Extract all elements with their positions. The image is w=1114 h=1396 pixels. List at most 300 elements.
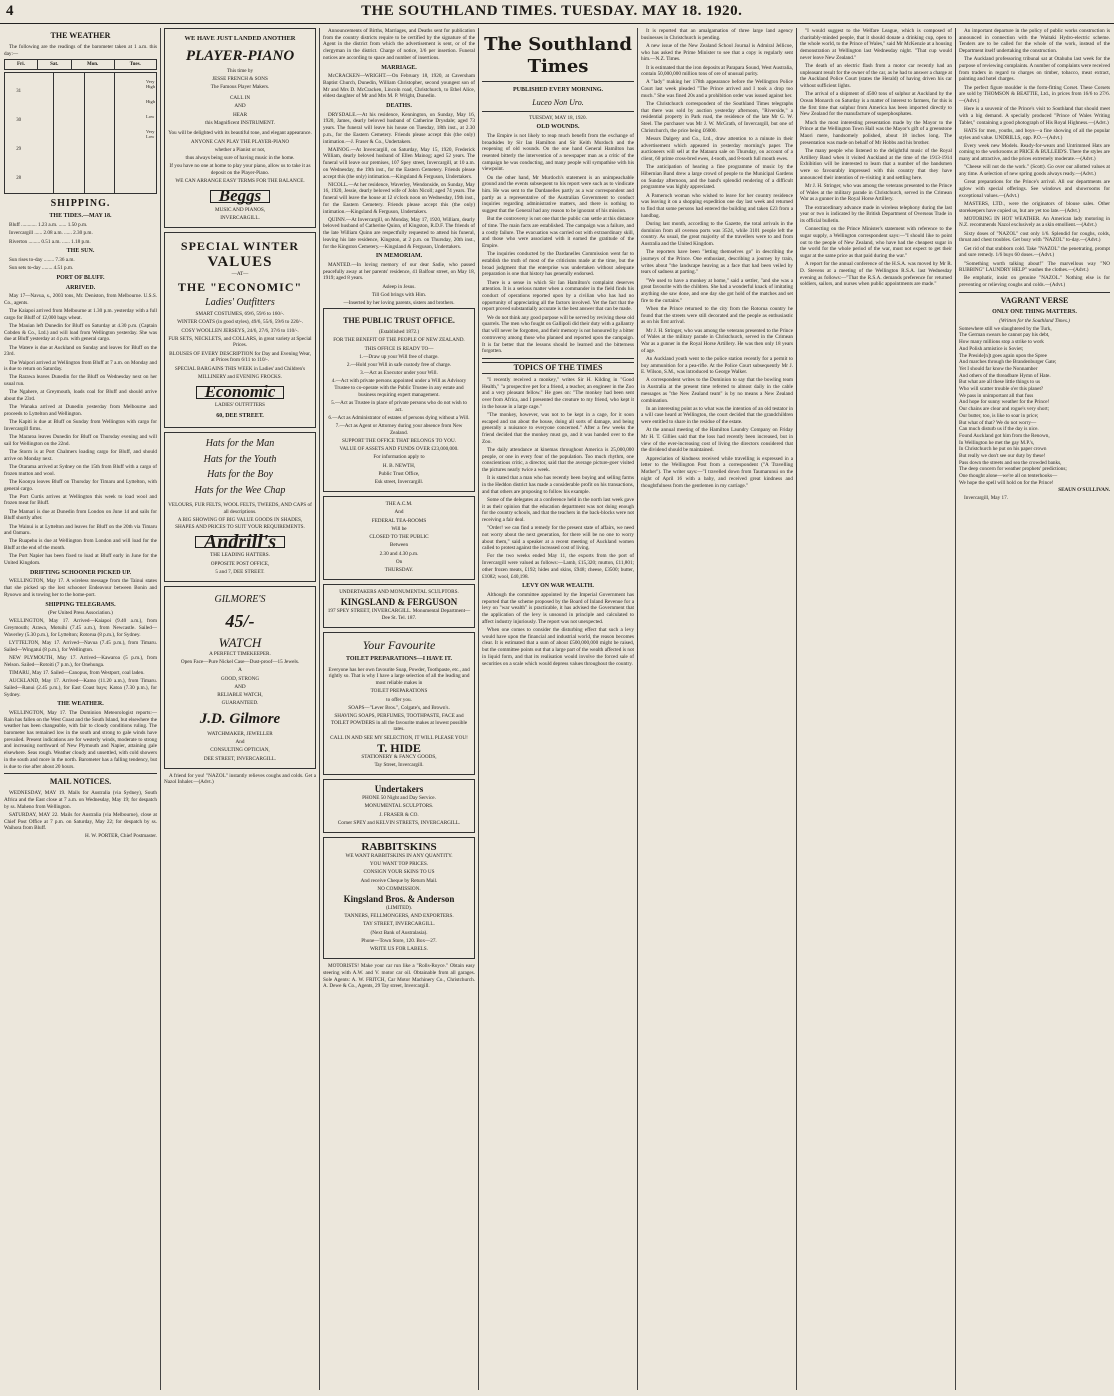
ad-line: You will be delighted with its beautiful tone, and elegant appearance. <box>168 130 312 137</box>
column-rule <box>637 28 638 1390</box>
topics-paragraph: It is stated that a man who has recently been buying and selling farms in the Heddon district has made a considerable profit on his transactions, and that others are proposing to follow his example. <box>482 475 634 495</box>
ad-line: GOOD, STRONG <box>220 675 260 682</box>
ad-line: J. FRASER & CO. <box>379 811 419 818</box>
news-paragraph: Sixty doses of "NAZOL" cost only 1/6. Splendid for coughs, colds, throat and chest troubles. Get busy with "NAZOL" to-day.—(Advt.) <box>959 230 1110 244</box>
ad-line: FEDERAL TEA-ROOMS <box>371 517 427 524</box>
leader-paragraph: There is a sense in which Sir Ian Hamilton's complaint deserves attention. It is a serious matter when a commander in the field finds his conduct of operations reported upon by a civilian who has had no opportunity of appreciating all the factors involved. Yet the fact that the report proved substantially accurate is the best answer that can be made. <box>482 279 634 313</box>
beggs-logo: Beggs <box>210 190 271 203</box>
ad-line: thus always being sure of having music in the home. <box>185 155 295 162</box>
pto-line: H. B. NEWTH, <box>382 462 416 469</box>
gilmore-logo: J.D. Gilmore <box>199 710 281 727</box>
ad-line: If you have no one at home to play your piano, allow us to take it as deposit on the Player-Piano. <box>169 163 311 176</box>
news-paragraph: Mr J. H. Stringer, who was among the veterans presented to the Prince of Wales at the military parade in Christchurch, served in the Crimean War as a gunner in the Royal Horse Artillery. <box>800 182 952 203</box>
column-3 <box>321 28 477 1390</box>
kf-title: KINGSLAND & FERGUSON <box>340 597 458 608</box>
news-paragraph: "Cheese will not do the work." (Scott). Go over our allotted values at any time. A selection of new spring goods always ready.—(Advt.) <box>959 164 1110 178</box>
tide-line: Riverton ......... 0.51 a.m. ...... 1.18 p.m. <box>9 238 91 245</box>
column-5 <box>639 28 795 1390</box>
economic-logo: Economic <box>196 386 285 399</box>
verse-line: One thought alone—we're all on tenterhooks— <box>959 473 1058 480</box>
marriage-heading: MARRIAGE. <box>381 64 417 71</box>
news-paragraph: It is estimated that the iron deposits at Parapara Sound, West Australia, contain 50,000,000 million tons of ore of unusual purity. <box>641 64 793 78</box>
pto-line: 3.—Act as Executor under your Will. <box>360 370 438 377</box>
ad-at: —AT— <box>231 271 249 278</box>
barometer-scale <box>5 77 21 193</box>
death-notice: NICOLL.—At her residence, Waverley, Wendonside, on Sunday, May 16, 1920, Jessie, dearly beloved wife of John Nicoll; aged 74 years. The funeral will leave the house at 12 o'clock noon on Wednesday, 19th inst., for the Eastern Cemetery. Friends please accept this (the only) intimation.—Kingsland & Ferguson, Undertakers. <box>323 181 475 215</box>
shipping-heading: SHIPPING. <box>50 198 111 210</box>
port-heading: PORT OF BLUFF. <box>56 274 105 281</box>
ad-line: WRITE US FOR LABELS. <box>370 946 428 952</box>
verse-line: Somewhere still we slaughtered by the Turk, <box>959 325 1052 332</box>
news-paragraph: The Rarawa leaves Dunedin for the Bluff on Wednesday next on her usual run. <box>4 374 157 388</box>
telegrams-heading: SHIPPING TELEGRAMS. <box>45 601 116 608</box>
weather2-heading: THE WEATHER. <box>57 701 104 708</box>
telegram-paragraph: LYTTELTON, May 17. Arrived—Navua (7.45 p.m.), from Timaru. Sailed—Wingatui (8 p.m.), for Wellington. <box>4 640 157 653</box>
rabbit-title: RABBITSKINS <box>361 840 437 853</box>
memoriam-heading: IN MEMORIAM. <box>375 253 423 260</box>
leader-paragraph: The Empire is not likely to reap much benefit from the exchange of broadsides by Sir Ian Hamilton and Sir Keith Murdoch and the reopening of old wounds. On the one hand General Hamilton has resented bitterly the intervention of a newspaper man as a critic of the campaign he was conducting, and many people will sympathise with his viewpoint. <box>482 132 634 173</box>
kf-intro: UNDERTAKERS AND MONUMENTAL SCULPTORS. <box>339 589 459 596</box>
memoriam-verse-line: —Inserted by her loving parents, sisters and brothers. <box>343 300 455 307</box>
announce-intro: Announcements of Births, Marriages, and Deaths sent for publication from the country districts require to be certified by the signature of the Agent in the district from which the advertisement is sent, or of the clergyman in the district. Charge of notice, 3/6 per insertion. Funeral notices are according to space and number of insertions. <box>323 28 475 61</box>
mail-signoff: H. W. PORTER, Chief Postmaster. <box>84 833 157 840</box>
ad-line: This time by <box>226 68 254 74</box>
news-paragraph: Much the most interesting presentation made by the Mayor to the Prince at the Wellington Town Hall was the Mayor's gift of a greenstone Maori mere, handsomely polished, about 18 inches long. The presentation was made on behalf of Mr Hobbs and his brother. <box>800 119 952 146</box>
news-paragraph: HATS for men, youths, and boys—a fine showing of all the popular styles and value. UNDRILLS, opp. P.O.—(Advt.) <box>959 127 1110 141</box>
andrills-logo: Andrill's <box>195 536 285 549</box>
news-paragraph: Great preparations for the Prince's arrival. All our departments are aglow with special offerings. See windows and showrooms for exceptional values.—(Advt.) <box>959 179 1110 199</box>
ad-line: TANNERS, FELLMONGERS, AND EXPORTERS. <box>344 913 454 920</box>
verse-line: We hope the spell will hold on for the Prince! <box>959 479 1054 486</box>
news-paragraph: MOTORING IN HOT WEATHER. An American lady motoring in N.Z. recommends Nazol exclusively as a skin emollient.—(Advt.) <box>959 215 1110 229</box>
ad-line: MUSIC AND PIANOS, <box>214 207 265 214</box>
news-paragraph: Get rid of that stubborn cold. Take "NAZOL" the penetrating, prompt and sure remedy. 1/6 buys 60 doses.—(Advt.) <box>959 245 1110 259</box>
hats-line: Hats for the Youth <box>203 453 277 465</box>
kbros-title: Kingsland Bros. & Anderson <box>343 893 455 904</box>
weather-heading: THE WEATHER <box>50 31 111 40</box>
ad-line: WE CAN ARRANGE EASY TERMS FOR THE BALANCE. <box>175 178 305 185</box>
verse-line: In Christchurch he put on his paper crown <box>959 446 1047 453</box>
verse-line: And Polish armistice is Soviet; <box>959 345 1024 352</box>
news-paragraph: The perfect figure moulder is the form-fitting Corset. These Corsets are sold by THOMSON & BEATTIE, Ltd., in prices from 16/6 to 27/6.—(Advt.) <box>959 84 1110 105</box>
pto-line: THIS OFFICE IS READY TO— <box>364 345 434 352</box>
news-paragraph: The Storm is at Port Chalmers loading cargo for Bluff, and should arrive on Monday next. <box>4 449 157 462</box>
gilmore-ad <box>164 586 316 769</box>
news-paragraph: The Christchurch correspondent of the Southland Times telegraphs that there was sold by auction yesterday afternoon, "Riverside," a residential property in Park road, the residence of the late Mr G. W. Steel. The purchaser was Mr J. W. McGrath, of Invercargill, but one of Christchurch, the price being £6000. <box>641 101 793 134</box>
und-title: Undertakers <box>374 784 424 795</box>
ad-line: CALL IN <box>229 95 251 102</box>
news-paragraph: The Mauian left Dunedin for Bluff on Saturday at 4.30 p.m. (Captain Cobden & Co., Ltd.) and will load from Wellington yesterday. She was due at Bluff yesterday at 4 p.m. with general cargo. <box>4 323 157 343</box>
death-notice: DRYSDALE.—At his residence, Kennington, on Sunday, May 16, 1920, James, dearly beloved husband of Catherine Drysdale; aged 73 years. The funeral will leave his house on Tuesday, 18th inst., at 2.30 p.m., for the Eastern Cemetery. Friends please accept this (the only) intimation.—J. Fraser & Co., Undertakers. <box>323 111 475 145</box>
news-paragraph: Here is a souvenir of the Prince's visit to Southland that should meet with a big demand. A specially produced "Prince of Wales Writing Tablet," containing a good photograph of His Royal Highness.—(Advt.) <box>959 106 1110 126</box>
pto-title: THE PUBLIC TRUST OFFICE. <box>343 316 455 326</box>
verse-line: And hope for sunny weather for the Prince! <box>959 399 1050 406</box>
verse-line: And marches through the Brandenburger Gate; <box>959 359 1057 366</box>
weather-day-header: Sat. <box>37 60 71 70</box>
column-6 <box>798 28 954 1390</box>
levy-paragraph: Although the committee appointed by the Imperial Government has reported that the scheme proposed by the Board of Inland Revenue for a levy on "war wealth" is practicable, it has advised the Government that the application of the levy is unsound in principle and calculated to affect industry injuriously. The report was not unexpected. <box>482 592 634 625</box>
pto-line: Esk street, Invercargill. <box>374 479 424 486</box>
ad-title-4: Ladies' Outfitters <box>205 297 275 309</box>
news-paragraph: "I would suggest to the Welfare League, which is composed of charitably-minded people, that it should donate a drinking cup, open to the whole world, to the Prince of Wales," said Mr McKenzie at a housing demonstration at Wellington last Wednesday night. "That cup would never leave New Zealand." <box>800 28 952 61</box>
sun-line: Sun rises to-day ........ 7.36 a.m. <box>9 256 75 263</box>
news-paragraph: The Wainui is at Lyttelton and leaves for Bluff on the 20th via Timaru and Oamaru. <box>4 523 157 537</box>
ad-line: WINTER COATS (in good styles), 49/6, 55/6, 59/6 to 220/-. <box>177 319 303 326</box>
drifting-heading: DRIFTING SCHOONER PICKED UP. <box>29 569 132 576</box>
arrived-heading: ARRIVED. <box>65 284 96 291</box>
ad-line: 5 and 7, DEE STREET. <box>215 568 265 575</box>
hats-line: Hats for the Man <box>205 438 275 450</box>
ad-line: to offer you. <box>386 696 412 703</box>
gilmore-price: 45/- <box>225 611 255 632</box>
news-paragraph: At the annual meeting of the Hamilton Laundry Company on Friday Mr H. T. Gillies said that the loss had recently been increased, but in view of the ever-increasing cost of living the directors considered that the dividend should be maintained. <box>641 427 793 454</box>
pto-line: For information apply to <box>373 454 425 461</box>
ad-line: OPPOSITE POST OFFICE, <box>210 560 270 567</box>
mail-list <box>4 790 157 832</box>
ad-title: PLAYER-PIANO <box>185 48 295 64</box>
ad-line: MILLINERY and EVENING FROCKS. <box>198 373 282 380</box>
news-paragraph: A Pameroch woman who wished to leave for her country residence was leaving it on a shopping expedition one day last week and returned to find that some persons had entered the building and taken £23 from a handbag. <box>641 192 793 219</box>
page-title: THE SOUTHLAND TIMES. TUESDAY. MAY 18. 1920. <box>361 3 743 19</box>
verse-line: The deep concern for weather prophets' predictions; <box>959 466 1067 473</box>
ad-line: HEAR <box>232 111 248 118</box>
barometer-level-label: High <box>146 99 155 105</box>
sun-list <box>4 257 157 272</box>
page-number: 4 <box>6 3 14 19</box>
ad-title-1: SPECIAL WINTER <box>180 239 300 254</box>
news-paragraph: Connecting on the Prince Minister's statement with reference to the sugar supply, a Wellington correspondent says:—"I should like to point out to the people of New Zealand, who have had the cheapest sugar in the world for the whole period of the war, must not expect to get their sugar at the same price as that paid during the war." <box>800 226 952 259</box>
motorists-notice: MOTORISTS! Make your car run like a "Rolls-Royce." Obtain easy steering with A.W. and V. motor car oil. Obtainable from all garages. Sole Agents: A. W. FRITCH, Car Motor Machinery Co., Christchurch. A. Dewe & Co., Agents, 29 Tay street, Invercargill. <box>323 963 475 990</box>
kingsland-ferguson-ad <box>323 584 475 628</box>
news-paragraph: The Ngahere, at Greymouth, loads coal for Bluff and should arrive about the 23rd. <box>4 389 157 403</box>
pto-line: 4.—Act with private persons appointed under a Will as Advisory Trustee to co-operate with the Public Trustee in any estate and business requiring expert management. <box>331 378 467 398</box>
barometer-level-label: Very Low <box>146 129 155 140</box>
telegram-paragraph: WELLINGTON, May 17. Arrived—Kaiapoi (9.40 a.m.), from Greymouth; Arawa, Motuihi (7.45 a.m.), from Newcastle. Sailed—Waverley (5.30 p.m.), for Lyttelton; Rotorua (8 p.m.), for Sydney. <box>4 618 157 638</box>
leader-paragraph: We do not think any good purpose will be served by reviving these old quarrels. The men who fought on Gallipoli did their duty with a gallantry that will never be forgotten, and their memory is not honoured by a bitter controversy among those who planned and reported upon the campaign. It is far better that the lessons should be learned and the bitterness forgotten. <box>482 314 634 355</box>
verse-heading: VAGRANT VERSE <box>1000 295 1069 305</box>
tearooms-ad <box>323 496 475 580</box>
page-header <box>0 0 1114 24</box>
news-paragraph: The Koonya leaves Bluff on Thursday for Timaru and Lyttelton, with general cargo. <box>4 478 157 492</box>
tide-line: Bluff ............ 1.23 a.m. ...... 1.50 p.m. <box>9 222 88 229</box>
ad-line: Open Face—Pure Nickel Case—Dust-proof—15 Jewels. <box>180 659 300 666</box>
news-paragraph: Mr J. H. Stringer, who was among the veterans presented to the Prince of Wales at the military parade in Christchurch, served in the Crimean War as a gunner in the Royal Horse Artillery. He was then only 18 years of age. <box>641 327 793 354</box>
ad-line: Between <box>389 542 409 549</box>
tides-heading: THE TIDES.—MAY 18. <box>49 213 112 220</box>
verse-credit: (Written for the Southland Times.) <box>999 317 1070 324</box>
barometer-scale-label: 28 <box>16 176 21 182</box>
ad-line: VELOURS, FUR FELTS, WOOL FELTS, TWEEDS, AND CAPS of all descriptions. <box>168 501 312 515</box>
pto-line: 2.—Hold your Will in safe custody free of charge. <box>346 362 452 369</box>
weather2-text: WELLINGTON, May 17. The Dominion Meteorologist reports:—Rain has fallen on the West Coast and the South Island, but elsewhere the weather has been changeable, with fair to cloudy conditions ruling. The barometer has remained low in the south and strong to gale winds have prevailed. Present indications are for westerly winds, moderate to strong and increasing northward of New Plymouth and Napier, attaining gale elsewhere. Seas rough. Weather cloudy and unsettled, with cold showers in the south and more in the north. Barometer has a falling tendency, but is due to rise after about 20 hours. <box>4 709 157 770</box>
ad-line: JESSE FRENCH & SONS <box>212 76 268 83</box>
marriage-text: McCRACKEN—WRIGHT.—On February 18, 1920, at Caversham Baptist Church, Dunedin, William Christopher, second youngest son of Mr and Mrs D. McCracken, Lincoln road, Christchurch, to Ethel Alice, eldest daughter of Mr and Mrs M. P. Wright, Dunedin. <box>323 73 475 100</box>
column-rule <box>796 28 797 1390</box>
ad-line: GUARANTEED. <box>221 700 259 707</box>
levy-paragraph: When one comes to consider the disturbing effect that such a levy would have upon the financial and industrial world, the reason becomes clear. It is estimated that a sum of about £500,000,000 might be raised, but the committee points out that a large part of the wealth affected is not in liquid form, and that its realisation would involve the forced sale of securities on a scale which would depress values throughout the country. <box>482 627 634 667</box>
issue-date: TUESDAY, MAY 18, 1920. <box>529 114 587 121</box>
weather-day-header: Tues. <box>114 60 156 70</box>
memoriam-text: MANTED.—In loving memory of our dear Sadie, who passed peacefully away at her parents' residence, 41 Balfour street, on May 18, 1919; aged 8 years. <box>323 262 475 282</box>
ad-line: Will be <box>391 525 407 532</box>
barometer-level-label: Low <box>146 114 155 120</box>
sun-heading: THE SUN. <box>66 248 95 255</box>
verse-line: The German swears he cannot pay his debt, <box>959 332 1050 339</box>
economic-ad <box>164 232 316 428</box>
tide-line: Invercargill ...... 2.08 a.m. ...... 2.30 p.m. <box>9 230 93 237</box>
barometer-level-label: Very High <box>146 79 155 90</box>
verse-line: Our butter, too, is like to soar in price; <box>959 412 1039 419</box>
news-paragraph: A new issue of the New Zealand School Journal is Admiral Jellicoe, who has asked the Prime Minister to see that a copy is regularly sent him.—N.Z. Times. <box>641 42 793 63</box>
news-paragraph: Messrs Dalgety and Co., Ltd., draw attention to a minute in their advertisement which appeared in yesterday morning's paper. The auctioneers will sell at the Mataura sale on Thursday, on account of a client, 60 prime cross-bred ewes, 4-tooth, and 8-tooth full mouth ewes. <box>641 136 793 163</box>
ad-line: ANYONE CAN PLAY THE PLAYER-PIANO <box>190 138 290 145</box>
player-piano-ad <box>164 28 316 228</box>
verse-line: How many millions stop a strike to work <box>959 339 1044 346</box>
hats-line: Hats for the Wee Chap <box>194 484 286 496</box>
column-4 <box>480 28 636 1390</box>
ad-line: COSY WOOLLEN JERSEYS, 24/6, 27/6, 37/6 to 110/-. <box>181 327 299 334</box>
ad-line: THE LEADING HATTERS. <box>210 552 270 559</box>
news-paragraph: An important departure in the policy of public works construction is announced in connection with the Waitaki Hydro-electric scheme. Tenders are to be called for the whole of the work, instead of the Department itself undertaking the construction. <box>959 28 1110 55</box>
fav-sub: TOILET PREPARATIONS—I HAVE IT. <box>345 656 453 663</box>
telegrams-sub: (Per United Press Association.) <box>48 610 113 617</box>
verse-sign: SEAUN O'SULLIVAN. <box>1058 486 1110 493</box>
news-paragraph: The Mararoa leaves Dunedin for Bluff on Thursday evening and will sail for Wellington on the 22nd. <box>4 434 157 447</box>
topics-paragraph: For the two weeks ended May 11, the exports from the port of Invercargill were valued as follows:—Lamb, £15,320; mutton, £11,801; other frozen meats, £192; hides and skins, £948; cheese, £3500; butter, £1082; wool, £40,198. <box>482 553 634 580</box>
levy-heading: LEVY ON WAR WEALTH. <box>522 583 594 590</box>
column-rule <box>955 28 956 1390</box>
weather-intro: The following are the readings of the barometer taken at 1 a.m. this day:— <box>4 44 157 57</box>
death-notice: MAINOG.—At Invercargill, on Saturday, May 15, 1920, Frederick William, dearly beloved husband of Ellen Mainog; aged 52 years. The funeral will leave our premises, 107 Spey street, Invercargill, at 10 a.m. on Wednesday, the 19th inst., for the Eastern Cemetery. Friends please accept this (the only) intimation.—Kingsland & Ferguson, Undertakers. <box>323 146 475 180</box>
telegram-paragraph: NEW PLYMOUTH, May 17. Arrived—Kawaroa (5 p.m.), from Nelson. Sailed—Rotoiti (7 p.m.), for Onehunga. <box>4 654 157 668</box>
ad-line: TAY STREET, INVERCARGILL. <box>363 921 435 928</box>
ad-title-2: VALUES <box>207 254 273 271</box>
leader-heading: OLD WOUNDS. <box>536 124 580 131</box>
column-rule <box>319 28 320 1390</box>
fav-title: Your Favourite <box>362 638 436 653</box>
barometer-labels <box>146 79 154 149</box>
mail-paragraph: SATURDAY, MAY 22. Mails for Australia (via Melbourne), close at Chief Post Office at 7 p.m. on Saturday, May 22; for despatch by ss. Waihora from Bluff. <box>4 811 157 832</box>
news-paragraph: Every week new Models. Ready-for-wears and Untrimmed Hats are coming to the workrooms at PRICE & BULLEID'S. There the styles are many and attractive, and the prices extremely moderate.—(Advt.) <box>959 142 1110 163</box>
topics-paragraph: "I recently received a monkey," writes Sir H. Kilding in "Good Health," "a prospective pet for a friend, a teacher, an engineer in the Zoo and a very pleasant fellow." He goes on: "The monkey had been sent over from Africa, and I presented the creature to my friend, who kept it in the house in a large cage." <box>482 376 634 410</box>
news-paragraph: The Kaiapoi arrived from Melbourne at 1.30 p.m. yesterday with a full cargo for Bluff of 12,000 bags wheat. <box>4 308 157 321</box>
ad-line: BLOUSES OF EVERY DESCRIPTION for Day and Evening Wear, at Prices from 6/11 to 110/-. <box>169 350 311 364</box>
news-paragraph: Appreciation of kindness received while travelling is expressed in a letter to the Wellington Post from a correspondent ("A Travelling Mother"). The writer says:—"I travelled down from Taumarunui on the night of April 16 with a baby, and received great kindness and thoughtfulness from the gentlemen in my carriage." <box>641 455 793 489</box>
news-paragraph: Be emphatic, insist on genuine "NAZOL." Nothing else is for preventing or relieving coughs and colds.—(Advt.) <box>959 275 1110 289</box>
pto-line: VALUE OF ASSETS AND FUNDS OVER £23,000,000. <box>339 446 459 453</box>
ad-line: (LIMITED). <box>385 904 413 911</box>
economic-address: 60, DEE STREET. <box>216 412 264 419</box>
ad-line: DEE STREET, INVERCARGILL. <box>203 755 277 762</box>
motto: Luceo Non Uro. <box>532 97 584 107</box>
news-paragraph: An Auckland youth went to the police station recently for a permit to buy ammunition for a pea-rifle. At the Police Court subsequently Mr J. E. Wilson, S.M., was introduced to George Walker. <box>641 355 793 376</box>
verse-line: In Wellington he met the gay M.P.'s, <box>959 439 1035 446</box>
verse-line: Our chains are clear and rogue's very short; <box>959 406 1050 413</box>
ad-line: RELIABLE WATCH, <box>217 692 263 699</box>
news-paragraph: When the Prince returned to the city from the Rotorua country he found that the streets were still decorated and the people as enthusiastic as on his first arrival. <box>641 305 793 326</box>
topics-paragraph: "Order! we can find a remedy for the present state of affairs, we need not worry about the next generation, for there will be no one to worry about them," said a speaker at a recent meeting of Auckland women called to protest against the increased cost of living. <box>482 525 634 552</box>
ad-line: WATCHMAKER, JEWELLER <box>207 730 273 737</box>
toilet-ad <box>323 632 475 775</box>
column-7 <box>957 28 1112 1390</box>
memoriam-verse-line: Till God brings with Him. <box>371 291 427 298</box>
shipping-news <box>4 308 157 567</box>
ad-line: WE WANT RABBITSKINS IN ANY QUANTITY. <box>345 852 453 859</box>
gilmore-watch: WATCH <box>218 635 262 651</box>
column-rule <box>478 28 479 1390</box>
ad-line: STATIONERY & FANCY GOODS, <box>361 753 437 760</box>
ad-line: And <box>394 509 404 516</box>
pto-line: FOR THE BENEFIT OF THE PEOPLE OF NEW ZEALAND. <box>333 337 465 344</box>
ad-line: whether a Pianist or not, <box>214 146 266 153</box>
verse-line: But what are all these little things to us <box>959 379 1040 386</box>
news-paragraph: The Port Napier has been fixed to load at Bluff early in June for the United Kingdom. <box>4 553 157 567</box>
topics-paragraph: Some of the delegates at a conference held in the north last week gave it as their opinion that the education department was not doing enough for the country schools, and that the teachers in the back-blocks were not receiving a fair deal. <box>482 496 634 523</box>
ad-line: CONSULTING OPTICIAN, <box>210 747 270 754</box>
ad-line: MONUMENTAL SCULPTORS. <box>364 803 434 810</box>
news-paragraph: A correspondent writes to the Dominion to say that the bowling team in Australia at the present time referred to almost daily in the cable messages as "the New Zealand team" is by no means a New Zealand combination. <box>641 377 793 404</box>
verse-line: Found Auckland got him from the Renown, <box>959 432 1050 439</box>
leader-paragraph: On the other hand, Mr Murdoch's statement is an unimpeachable ground and the events subsequent to his report were such as to vindicate him. He was sent to the Dardanelles partly as a war correspondent and partly as a representative of the Australian Government to conduct inquiries regarding administrative matters, and there is nothing to suggest that the General had any reason to be ignorant of his mission. <box>482 174 634 215</box>
telegram-paragraph: TIMARU, May 17. Sailed—Canopus, from Westport, coal laden. <box>9 669 145 676</box>
published-line: PUBLISHED EVERY MORNING. <box>512 87 604 93</box>
paper-title: The Southland Times <box>484 34 632 77</box>
ad-line: SOAPS—"Lever Bros.", Colgate's, and Brown's. <box>348 704 450 711</box>
economic-sub: LADIES' OUTFITTERS <box>215 402 265 408</box>
news-paragraph: The Port Curtis arrives at Wellington this week to load wool and frozen meat for Bluff. <box>4 493 157 507</box>
news-paragraph: It is reported that an amalgamation of three large land agency businesses in Christchurch is pending. <box>641 28 793 41</box>
pto-line: Public Trust Office, <box>378 470 420 477</box>
hats-line: Hats for the Boy <box>207 469 273 481</box>
news-paragraph: The Waipori arrived at Wellington from Bluff at 7 a.m. on Monday and is due to return on Saturday. <box>4 359 157 373</box>
drifting-text: WELLINGTON, May 17. A wireless message from the Tainui states that she picked up the lost schooner Endeavour between Bonin and Ryuowo and is towing her to the home-port. <box>4 578 157 598</box>
verse-sub: ONLY ONE THING MATTERS. <box>992 308 1077 315</box>
ad-line: YOU WANT TOP PRICES. <box>369 861 429 868</box>
news-paragraph: The Ruapehu is due at Wellington from London and will load for the Bluff at the end of the month. <box>4 538 157 552</box>
deaths-heading: DEATHS. <box>386 103 412 110</box>
weather-day-header: Fri. <box>5 60 38 70</box>
ad-line: And receive Cheque by Return Mail. <box>360 877 438 884</box>
pto-sub: (Established 1872.) <box>378 329 420 336</box>
ad-line: THURSDAY. <box>384 566 414 573</box>
ad-line: Tay Street, Invercargill. <box>374 761 424 768</box>
news-paragraph: During last month, according to the Gazette, the total arrivals in the dominion from all oversea ports was 3524, while 3101 people left the country. As usual, the great majority of the travellers were to and from Australia and the United Kingdom. <box>641 220 793 248</box>
ad-line: AND <box>234 103 246 110</box>
news-paragraph: MASTERS, LTD., were the originators of blouse sales. Other storekeepers have copied us, but are yet too late.—(Advt.) <box>959 200 1110 214</box>
verse-line: The Preside[n]t goes again upon the Spree <box>959 352 1047 359</box>
telegrams-list <box>4 618 157 698</box>
hide-title: T. HIDE <box>377 740 421 755</box>
verse-line: Can much disturb us if the day is nice. <box>959 426 1039 433</box>
pto-line: 6.—Act as Administrator of estates of persons dying without a Will. <box>328 414 470 421</box>
news-paragraph: The Mamari is due at Dunedin from London on June 14 and sails for Bluff shortly after. <box>4 508 157 522</box>
barometer-scale-label: 31 <box>16 89 21 95</box>
news-paragraph: "We used to have a monkey at home," said a settler, "and she was a great favourite with the children. She had a wonderful knack of imitating anything she saw done, and one day she got hold of the matches and set fire to the curtains." <box>641 277 793 304</box>
ad-line: On <box>395 558 403 565</box>
news-paragraph: A "lady" making her 178th appearance before the Wellington Police Court last week pleaded "The Prince arrived and I took a drop too much." She was fined 20s and a prohibition order was issued against her. <box>641 79 793 99</box>
sun-line: Sun sets to-day ........ 4.51 p.m. <box>9 265 74 272</box>
ad-line: CONSIGN YOUR SKINS TO US <box>363 869 435 876</box>
news-paragraph: The many people who listened to the delightful music of the Royal Artillery Band when it visited Auckland at the time of the 1913-1914 Exhibition will be interested to learn that a number of the bandsmen were so favourably impressed with this country that they have announced their intention of re-visiting it and settling here. <box>800 147 952 181</box>
news-paragraph: The Otarama arrived at Sydney on the 15th from Bluff with a cargo of frozen mutton and wool. <box>4 463 157 477</box>
barometer-days-row <box>5 60 157 70</box>
ad-line: A PERFECT TIMEKEEPER. <box>209 651 271 658</box>
hats-ad <box>164 432 316 582</box>
ad-line: A BIG SHOWING OF BIG VALUE GOODS IN SHADES, SHAPES AND PRICES TO SUIT YOUR REQUIREMENTS. <box>175 516 305 530</box>
column-rule <box>160 28 161 1390</box>
news-paragraph: The arrival of a shipment of 4500 tons of sulphur at Auckland by the Ocean Monarch on Saturday is a matter of interest to farmers, for this is the first time that sulphur from America has been imported directly to New Zealand for the manufacture of superphosphates. <box>800 91 952 118</box>
mail-paragraph: WEDNESDAY, MAY 19. Mails for Australia (via Sydney), South Africa and the East close at 7 a.m. on Wednesday, May 19; for despatch by ss. Maheno from Wellington. <box>4 790 157 810</box>
telegram-paragraph: AUCKLAND, May 17. Arrived—Kamo (11.20 a.m.), from Timaru. Sailed—Ranui (2.45 p.m.), for East Coast bays; Katoa (7.30 p.m.), for Sydney. <box>4 678 157 698</box>
news-paragraph: The death of an electric flash from a motor car recently had an unpleasant result for the owner of the car, as he had to answer a charge at the Auckland Police Court (states the Herald) of having driven his car without sufficient lights. <box>800 63 952 90</box>
barometer-scale-label: 29 <box>16 147 21 153</box>
und-phone: PHONE 50 Night and Day Service. <box>362 795 436 802</box>
barometer-table <box>4 59 157 70</box>
memoriam-verse-line: Asleep in Jesus. <box>382 283 416 290</box>
news-paragraph: The Kapiti is due at Bluff on Sunday from Wellington with cargo for Invercargill firms. <box>4 419 157 432</box>
ad-line: AND <box>234 683 246 690</box>
column-1 <box>2 28 159 1390</box>
news-paragraph: A report for the annual conference of the H.S.A. was moved by Mr R. D. Stevens at a meeting of the Wellington R.S.A. last Wednesday evening as follows:—"That the R.S.A. demands preference for returned soldiers, sailors, and nurses when public appointments are made." <box>800 261 952 288</box>
ad-line: The Famous Player Makers. <box>210 84 270 91</box>
column-2 <box>162 28 318 1390</box>
pto-line: 7.—Act as Agent or Attorney during your absence from New Zealand. <box>335 423 463 436</box>
topics-paragraph: "The monkey, however, was not to be kept in a cage, for it soon escaped and ran about the house, doing all sorts of damage, and being generally a nuisance to everyone concerned." After a few weeks the friend decided that the monkey must go, and it was handed over to the Zoo. <box>482 411 634 445</box>
rabbitskins-ad <box>323 837 475 959</box>
ad-line: THE A.C.M. <box>385 501 413 508</box>
verse-line: And others of the threadbare Hymn of Hate. <box>959 372 1051 379</box>
ad-line: SMART COSTUMES, 69/6, 59/6 to 160/-. <box>195 311 285 318</box>
ad-line: TOILET PREPARATIONS <box>370 688 428 695</box>
ad-line: Corner SPEY and KELVIN STREETS, INVERCARGILL. <box>337 819 461 826</box>
pto-line: SUPPORT THE OFFICE THAT BELONGS TO YOU. <box>341 438 457 445</box>
undertakers-ad <box>323 779 475 833</box>
ad-line: Everyone has her own favourite Soap, Powder, Toothpaste, etc., and rightly so. That is why I have a large selection of all the leading and most reliable makes in <box>328 666 470 687</box>
barometer-scale-label: 30 <box>16 118 21 124</box>
public-trust-ad <box>323 308 475 492</box>
news-paragraph: The reporters have been "letting themselves go" in describing the journeys of the Prince. One enthusiast, describing a journey by train, writes about "the landscape heaving as a face that had been veiled by tears of sadness at parting." <box>641 249 793 276</box>
ad-line: 2.30 and 4.30 p.m. <box>379 550 419 557</box>
ad-line: CLOSED TO THE PUBLIC <box>369 534 429 541</box>
ad-line: A <box>238 667 242 674</box>
barometer-grid <box>23 73 144 193</box>
tides-list <box>4 222 157 245</box>
ad-line: (Next Bank of Australasia). <box>370 929 428 936</box>
news-paragraph: The Watere is due at Auckland on Sunday and leaves for Bluff on the 23rd. <box>4 344 157 358</box>
verse-line: We pass in unimportant all that fuss <box>959 392 1034 399</box>
verse-line: Who will scatter trouble o'er this planet? <box>959 386 1044 393</box>
news-paragraph: In an interesting point as to what was the intention of an old testator in a will case heard at Wellington, the court decided that the grandchildren were entitled to share in the residue of the estate. <box>641 405 793 426</box>
verse-line: Yet I should far know the Nonnamber <box>959 365 1038 372</box>
verse-line: But really we don't see our duty by these! <box>959 453 1046 460</box>
death-notice: QUINN.—At Invercargill, on Monday, May 17, 1920, William, dearly beloved husband of Catherine Quinn, of Kingston, R.D.F. The friends of the late William Quinn are respectfully requested to attend his funeral, leaving his late residence, Kingston, at 2 p.m. on Thursday, 20th inst., for the Kingston Cemetery.—Kingsland & Ferguson, Undertakers. <box>323 216 475 250</box>
kf-address: 197 SPEY STREET, INVERCARGILL. Monumental Department—Dee St. Tel. 187. <box>327 608 471 622</box>
ad-line: SPECIAL BARGAINS THIS WEEK in Ladies' and Children's <box>174 365 306 372</box>
ad-line: Phone—Town Store, 120. Box—27. <box>361 937 437 944</box>
ad-line: CALL IN AND SEE MY SELECTION, IT WILL PLEASE YOU! <box>330 734 468 741</box>
topics-paragraph: The daily attendance at kinemas throughout America is 25,000,000 people, or one in every four of the population. Too much rhythm, one conscientious critic, a director, said that the average picture-goer visited the pictures nearly twice a week. <box>482 446 634 474</box>
leader-paragraph: But the controversy is not one that the public can settle at this distance of time. The main facts are established. The campaign was a failure, and a costly failure. The evacuation was carried out with extraordinary skill, and those who were associated with it earned the gratitude of the Empire. <box>482 216 634 250</box>
pto-line: 5.—Act as Trustee in place of private persons who do not wish to act. <box>331 400 467 413</box>
news-paragraph: The anticipation of hearing a fine programme of music by the Hibernian Band drew a large crowd of people to the Municipal Gardens on Sunday afternoon, and the band's splendid rendering of a difficult programme was highly appreciated. <box>641 164 793 191</box>
arrived-text: May 17—Navua, s., 2003 tons, Mr. Deniston, from Melbourne. U.S.S. Co., agents. <box>4 293 157 306</box>
leader-paragraph: The inquiries conducted by the Dardanelles Commission went far to establish the truth of most of the criticisms made at the time, but the broad judgment that the enterprise was undertaken without adequate preparation is one that history has generally endorsed. <box>482 251 634 278</box>
pto-line: 1.—Draw up your Will free of charge. <box>359 353 439 360</box>
nazol-notice: A friend for you! "NAZOL" instantly relieves coughs and colds. Get a Nazol Inhaler.—(Advt.) <box>164 772 316 786</box>
ad-line: this Magnificent INSTRUMENT. <box>205 119 275 126</box>
ad-intro: WE HAVE JUST LANDED ANOTHER <box>184 35 296 42</box>
news-paragraph: The extraordinary advance made in wireless telephony during the last year or two is indicated by the British Department of Overseas Trade in its official bulletin. <box>800 204 952 224</box>
